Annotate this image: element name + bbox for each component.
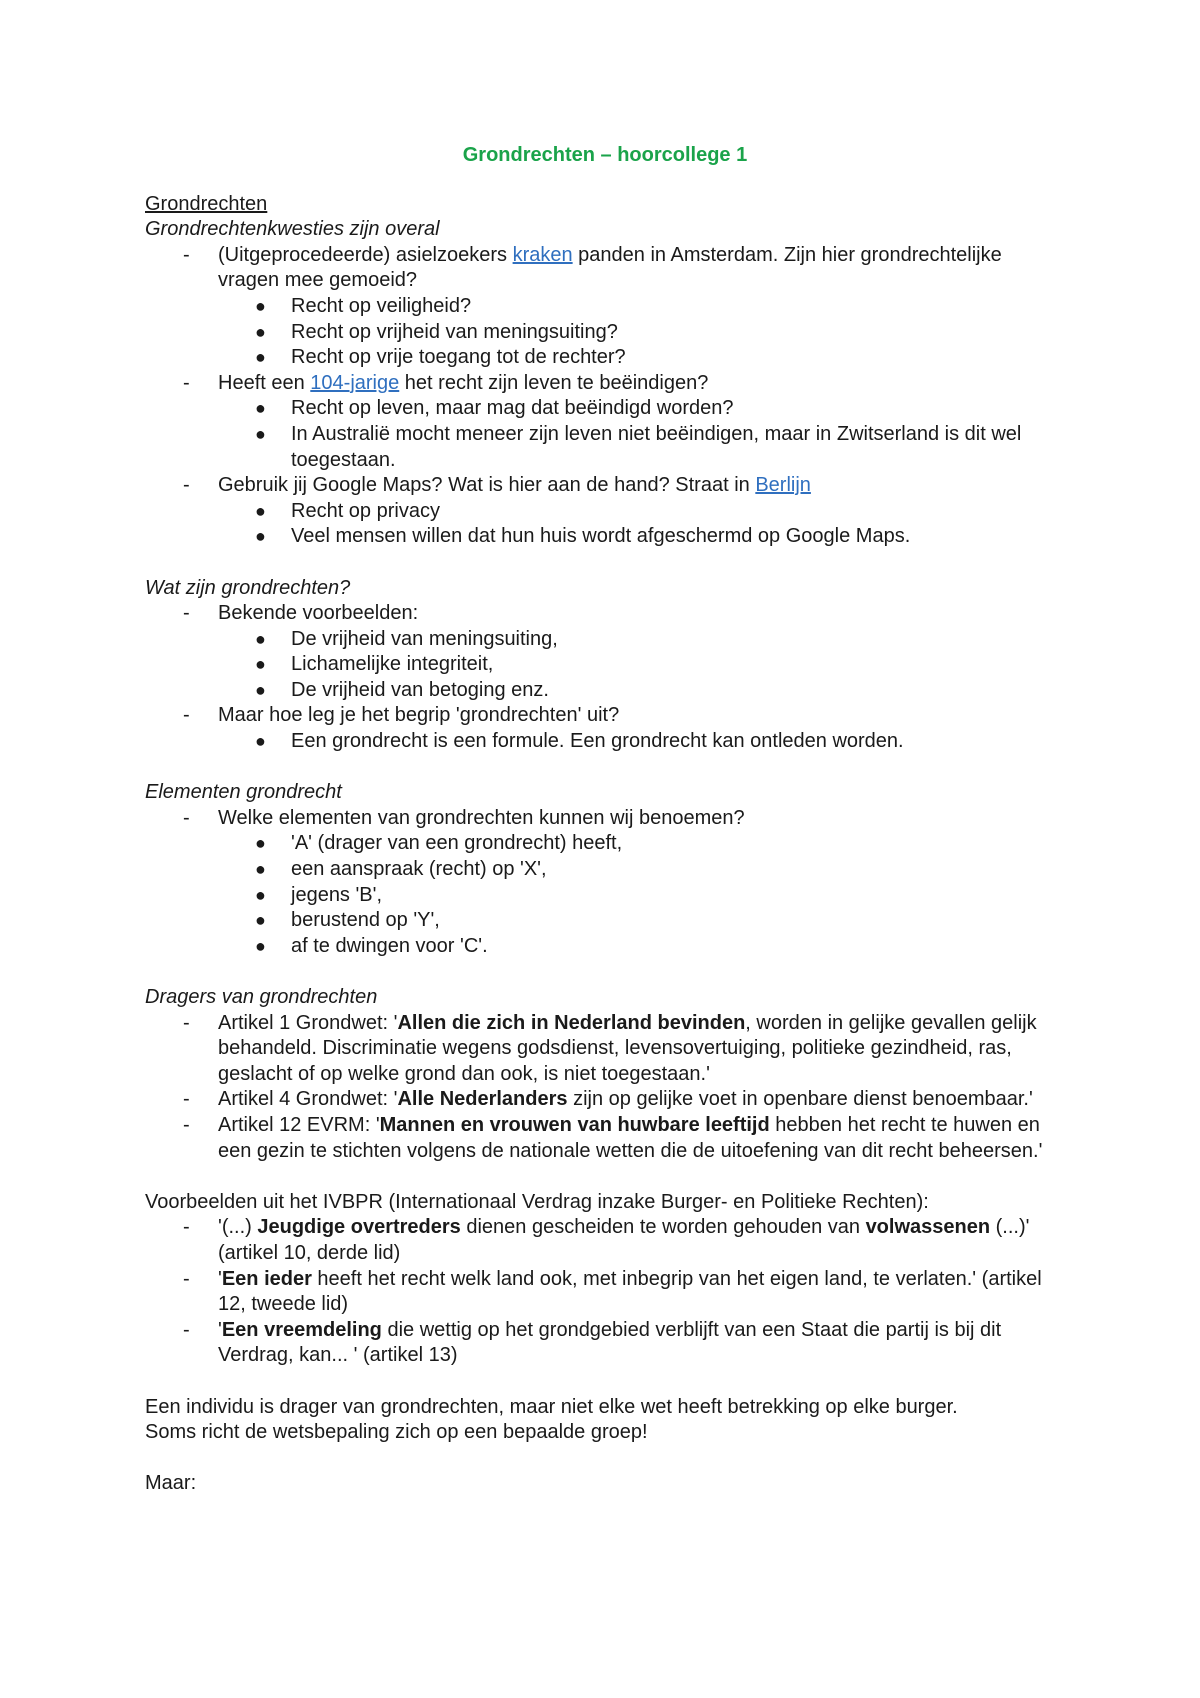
bullet-text: Een grondrecht is een formule. Een grondrecht kan ontleden worden. [291,730,904,753]
dash-marker: - [183,1011,190,1034]
spacer [145,755,1065,781]
list-text: , worden in gelijke gevallen gelijk behandeld. Discriminatie wegens godsdienst, levensovertuiging, politieke gezindheid, ras, geslacht of op welke grond dan ook, is niet toegestaan.' [218,1011,1037,1085]
bullet-item [145,320,1065,346]
bullet-icon: ● [255,295,266,316]
bullet-item [145,396,1065,422]
list-text: panden in Amsterdam. Zijn hier grondrechtelijke vragen mee gemoeid? [218,243,1002,292]
list-text: Maar hoe leg je het begrip 'grondrechten' uit? [218,704,620,727]
bullet-text: Recht op privacy [291,499,440,522]
bullet-item [145,678,1065,704]
bullet-icon: ● [255,910,266,931]
bold-text: Een ieder [221,1267,312,1290]
link-kraken[interactable]: kraken [512,243,573,266]
list-item [145,1113,1065,1164]
bullet-item [145,345,1065,371]
dash-marker: - [183,1267,190,1290]
bullet-text: Lichamelijke integriteit, [291,653,494,676]
bullet-icon: ● [255,628,266,649]
section-heading-elementen: Elementen grondrecht [145,781,342,804]
bullet-icon: ● [255,859,266,880]
bullet-text: In Australië mocht meneer zijn leven niet beëindigen, maar in Zwitserland is dit wel toegestaan. [291,422,1022,471]
bullet-text: berustend op 'Y', [291,909,440,932]
dash-marker: - [183,1216,190,1239]
list-item [145,1267,1065,1318]
list-text: ' [218,1267,222,1290]
subheading-kwesties: Grondrechtenkwesties zijn overal [145,218,440,241]
dash-marker: - [183,602,190,625]
bullet-item [145,422,1065,473]
bullet-text: Recht op veiligheid? [291,294,472,317]
bullet-icon: ● [255,347,266,368]
bullet-text: Recht op vrijheid van meningsuiting? [291,320,618,343]
bullet-icon: ● [255,423,266,444]
bullet-text: af te dwingen voor 'C'. [291,934,488,957]
bullet-icon: ● [255,654,266,675]
ivbpr-intro: Voorbeelden uit het IVBPR (Internationaal Verdrag inzake Burger- en Politieke Rechten): [145,1190,929,1213]
bullet-icon: ● [255,500,266,521]
paragraph-individu: Een individu is drager van grondrechten, maar niet elke wet heeft betrekking op elke burger. [145,1395,958,1418]
dash-marker: - [183,1088,190,1111]
list-text: Bekende voorbeelden: [218,602,419,625]
dash-marker: - [183,1318,190,1341]
bullet-item [145,627,1065,653]
bullet-text: De vrijheid van betoging enz. [291,678,549,701]
paragraph-maar: Maar: [145,1472,197,1495]
bullet-item [145,883,1065,909]
section-heading-wat-zijn: Wat zijn grondrechten? [145,576,351,599]
bullet-icon: ● [255,731,266,752]
bullet-icon: ● [255,679,266,700]
list-item [145,1215,1065,1266]
bullet-item [145,294,1065,320]
list-text: zijn op gelijke voet in openbare dienst benoembaar.' [567,1088,1033,1111]
bullet-item [145,831,1065,857]
list-text: Heeft een [218,371,311,394]
dash-marker: - [183,704,190,727]
list-text: Artikel 1 Grondwet: ' [218,1011,398,1034]
bullet-text: De vrijheid van meningsuiting, [291,627,558,650]
list-text: '(...) [218,1216,258,1239]
list-text: het recht zijn leven te beëindigen? [399,371,709,394]
section-heading-grondrechten: Grondrechten [145,192,268,215]
bullet-text: Recht op vrije toegang tot de rechter? [291,346,626,369]
bullet-icon: ● [255,935,266,956]
bullet-text: Veel mensen willen dat hun huis wordt afgeschermd op Google Maps. [291,525,911,548]
list-item [145,243,1065,294]
bold-text: Een vreemdeling [221,1318,382,1341]
list-item [145,703,1065,729]
bullet-icon: ● [255,833,266,854]
link-104-jarige[interactable]: 104-jarige [310,371,400,394]
dash-marker: - [183,474,190,497]
spacer [145,959,1065,985]
bullet-text: 'A' (drager van een grondrecht) heeft, [291,832,623,855]
bullet-item [145,934,1065,960]
bullet-item [145,499,1065,525]
dash-marker: - [183,371,190,394]
list-item [145,371,1065,397]
bullet-text: jegens 'B', [291,883,383,906]
spacer [145,1369,1065,1395]
list-text: Artikel 4 Grondwet: ' [218,1088,398,1111]
list-text: dienen gescheiden te worden gehouden van [460,1216,866,1239]
bold-text: Mannen en vrouwen van huwbare leeftijd [379,1113,770,1136]
spacer [145,1446,1065,1472]
bullet-icon: ● [255,321,266,342]
list-text: (...)' (artikel 10, derde lid) [218,1216,1030,1264]
bullet-text: Recht op leven, maar mag dat beëindigd worden? [291,397,734,420]
bold-text: volwassenen [865,1216,991,1239]
spacer [145,550,1065,576]
list-text: Gebruik jij Google Maps? Wat is hier aan de hand? Straat in [218,474,756,497]
list-text: die wettig op het grondgebied verblijft van een Staat die partij is bij dit Verdrag, kan... ' (artikel 13) [218,1318,1002,1367]
list-item [145,1011,1065,1088]
list-item [145,1087,1065,1113]
list-item [145,473,1065,499]
bold-text: Allen die zich in Nederland bevinden [397,1011,746,1034]
bullet-icon: ● [255,884,266,905]
list-text: Artikel 12 EVRM: ' [218,1113,380,1136]
document-page [145,143,1065,1497]
bullet-icon: ● [255,526,266,547]
spacer [145,1164,1065,1190]
list-text: heeft het recht welk land ook, met inbegrip van het eigen land, te verlaten.' (artikel 12, tweede lid) [218,1267,1042,1316]
section-heading-dragers: Dragers van grondrechten [145,986,378,1008]
paragraph-soms: Soms richt de wetsbepaling zich op een bepaalde groep! [145,1421,648,1444]
list-text: ' [218,1318,222,1341]
bullet-item [145,524,1065,550]
bullet-item [145,908,1065,934]
bold-text: Alle Nederlanders [397,1088,568,1111]
bullet-item [145,652,1065,678]
list-text: (Uitgeprocedeerde) asielzoekers [218,243,513,266]
dash-marker: - [183,806,190,829]
bullet-text: een aanspraak (recht) op 'X', [291,858,547,881]
dash-marker: - [183,1113,190,1136]
bullet-item [145,729,1065,755]
bullet-item [145,857,1065,883]
list-item [145,1318,1065,1369]
link-berlijn[interactable]: Berlijn [755,474,811,497]
list-text: hebben het recht te huwen en een gezin te stichten volgens de nationale wetten die de uitoefening van dit recht beheersen.' [218,1113,1043,1162]
bullet-icon: ● [255,398,266,419]
list-item [145,601,1065,627]
dash-marker: - [183,243,190,266]
list-item [145,806,1065,832]
document-title: Grondrechten – hoorcollege 1 [462,144,748,166]
bold-text: Jeugdige overtreders [257,1216,461,1239]
list-text: Welke elementen van grondrechten kunnen wij benoemen? [218,806,745,829]
